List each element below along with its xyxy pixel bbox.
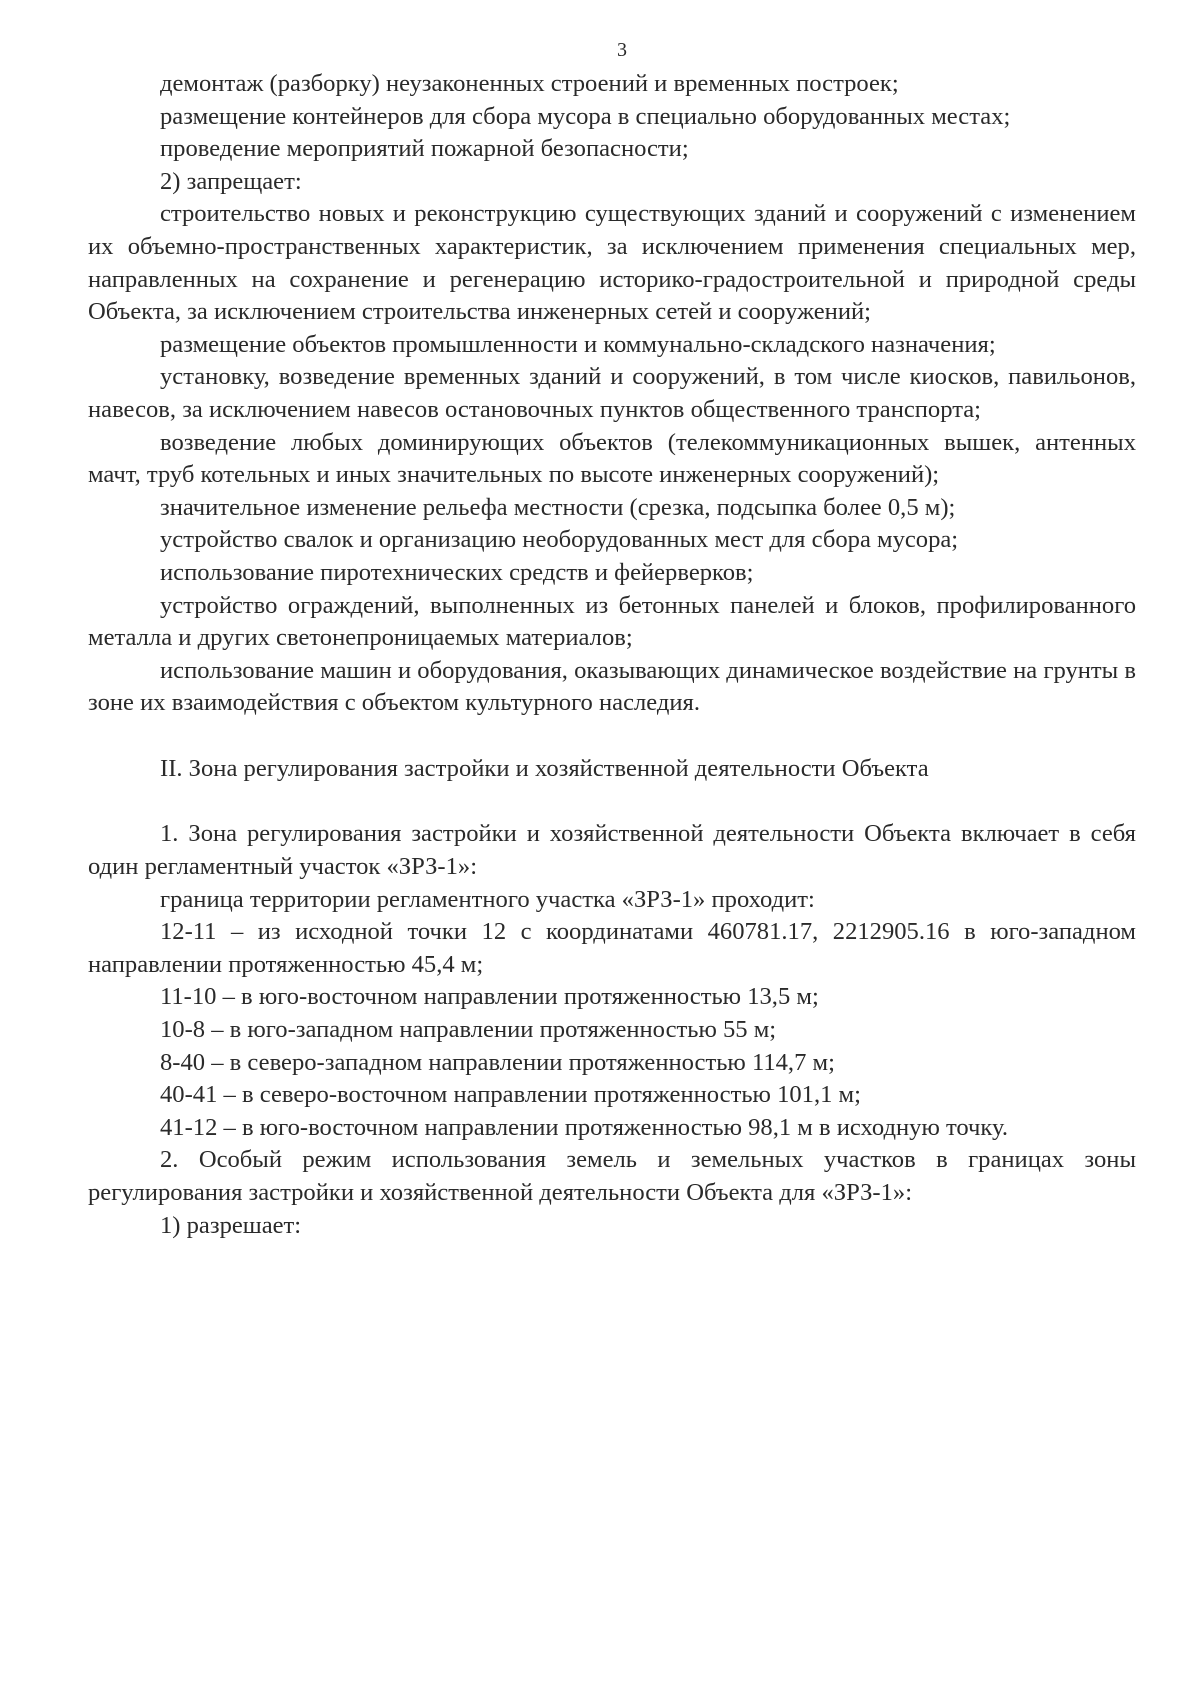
spacer: [88, 720, 1136, 753]
paragraph-permits: 1) разрешает:: [160, 1211, 302, 1239]
paragraph-relief: значительное изменение рельефа местности (срезка, подсыпка более 0,5 м);: [160, 493, 956, 521]
paragraph-construction: строительство новых и реконструкцию существующих зданий и сооружений с изменением их объемно-пространственных характеристик, за исключением применения специальных мер, направленных на сохранение и регенерацию историко-градостроительной и природной среды Объекта, за исключением строительства инженерных сетей и сооружений;: [88, 200, 1136, 326]
document-page: [88, 38, 1136, 1242]
paragraph-segment-41-12: 41-12 – в юго-восточном направлении протяженностью 98,1 м в исходную точку.: [160, 1113, 1009, 1141]
paragraph-segment-12-11: 12-11 – из исходной точки 12 с координатами 460781.17, 2212905.16 в юго-западном направлении протяженностью 45,4 м;: [88, 918, 1136, 978]
paragraph-prohibits: 2) запрещает:: [160, 167, 302, 195]
paragraph-zone-includes: 1. Зона регулирования застройки и хозяйственной деятельности Объекта включает в себя один регламентный участок «ЗРЗ-1»:: [88, 820, 1136, 881]
paragraph-machines: использование машин и оборудования, оказывающих динамическое воздействие на грунты в зоне их взаимодействия с объектом культурного наследия.: [88, 656, 1136, 717]
paragraph-pyrotechnics: использование пиротехнических средств и фейерверков;: [160, 558, 754, 586]
paragraph-special-regime: 2. Особый режим использования земель и земельных участков в границах зоны регулирования застройки и хозяйственной деятельности Объекта для «ЗРЗ-1»:: [88, 1146, 1136, 1206]
paragraph-demolition: демонтаж (разборку) неузаконенных строений и временных построек;: [160, 70, 899, 97]
paragraph-boundary: граница территории регламентного участка «ЗРЗ-1» проходит:: [160, 885, 815, 913]
paragraph-segment-8-40: 8-40 – в северо-западном направлении протяженностью 114,7 м;: [160, 1048, 835, 1076]
spacer: [88, 785, 1136, 818]
paragraph-segment-40-41: 40-41 – в северо-восточном направлении протяженностью 101,1 м;: [160, 1081, 861, 1109]
paragraph-segment-11-10: 11-10 – в юго-восточном направлении протяженностью 13,5 м;: [160, 983, 819, 1011]
paragraph-industrial: размещение объектов промышленности и коммунально-складского назначения;: [160, 330, 996, 358]
page-number: 3: [617, 39, 627, 61]
paragraph-fire-safety: проведение мероприятий пожарной безопасности;: [160, 135, 689, 163]
paragraph-temporary-buildings: установку, возведение временных зданий и сооружений, в том числе киосков, павильонов, навесов, за исключением навесов остановочных пунктов общественного транспорта;: [88, 363, 1136, 423]
paragraph-fences: устройство ограждений, выполненных из бетонных панелей и блоков, профилированного металла и других светонепроницаемых материалов;: [88, 591, 1136, 652]
paragraph-dumps: устройство свалок и организацию необорудованных мест для сбора мусора;: [160, 526, 959, 554]
section-heading: II. Зона регулирования застройки и хозяйственной деятельности Объекта: [160, 754, 929, 782]
paragraph-segment-10-8: 10-8 – в юго-западном направлении протяженностью 55 м;: [160, 1016, 777, 1044]
paragraph-dominant-objects: возведение любых доминирующих объектов (телекоммуникационных вышек, антенных мачт, труб котельных и иных значительных по высоте инженерных сооружений);: [88, 428, 1136, 489]
paragraph-containers: размещение контейнеров для сбора мусора в специально оборудованных местах;: [160, 102, 1011, 130]
